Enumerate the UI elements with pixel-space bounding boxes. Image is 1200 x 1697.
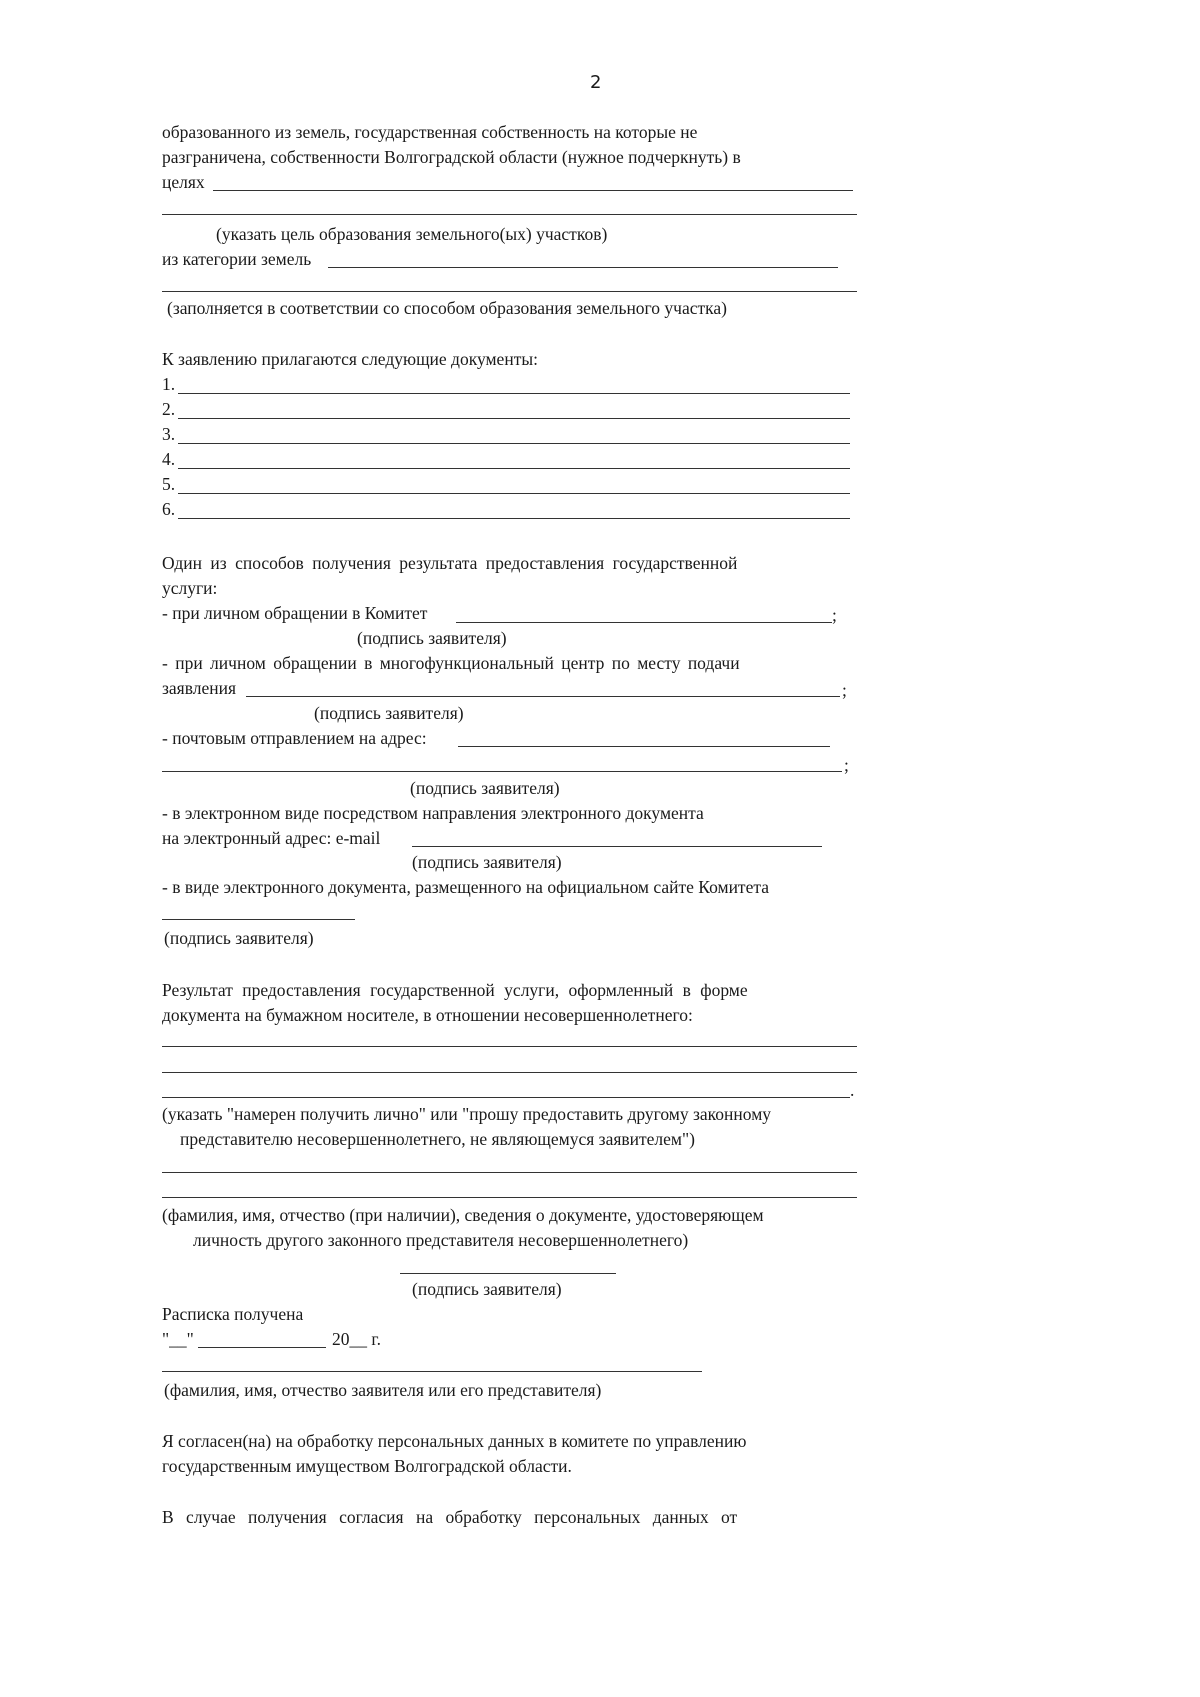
committee-option-label: - при личном обращении в Комитет (162, 603, 428, 623)
mfc-option-line-1: - при личном обращении в многофункциональный центр по месту подачи (162, 653, 740, 673)
document-item-line[interactable] (178, 493, 850, 494)
delivery-intro-line-1: Один из способов получения результата предоставления государственной (162, 553, 738, 573)
email-field-line[interactable] (412, 846, 822, 847)
intro-line-1: образованного из земель, государственная собственность на которые не (162, 122, 698, 142)
document-item-line[interactable] (178, 468, 850, 469)
committee-signature-line[interactable] (456, 622, 832, 623)
document-item-line[interactable] (178, 518, 850, 519)
mfc-signature-line[interactable] (246, 696, 840, 697)
signature-hint: (подпись заявителя) (314, 703, 464, 723)
period: . (850, 1080, 855, 1100)
purpose-field-line-1[interactable] (213, 190, 853, 191)
document-item-number: 1. (162, 374, 176, 394)
document-item-number: 3. (162, 424, 176, 444)
signature-hint: (подпись заявителя) (357, 628, 507, 648)
signature-hint: (подпись заявителя) (412, 1279, 562, 1299)
document-item-number: 6. (162, 499, 176, 519)
delivery-intro-line-2: услуги: (162, 578, 218, 598)
website-signature-line[interactable] (162, 919, 355, 920)
category-hint: (заполняется в соответствии со способом образования земельного участка) (167, 298, 727, 318)
website-option-label: - в виде электронного документа, размещенного на официальном сайте Комитета (162, 877, 769, 897)
minor-result-field-line[interactable] (162, 1072, 857, 1073)
semicolon: ; (842, 680, 847, 700)
electronic-option-line-1: - в электронном виде посредством направления электронного документа (162, 803, 704, 823)
semicolon: ; (832, 605, 837, 625)
document-item-number: 2. (162, 399, 176, 419)
postal-address-line-1[interactable] (458, 746, 830, 747)
consent-line-3: В случае получения согласия на обработку персональных данных от (162, 1507, 738, 1527)
representative-hint-line-1: (фамилия, имя, отчество (при наличии), сведения о документе, удостоверяющем (162, 1205, 764, 1225)
minor-hint-line-2: представителю несовершеннолетнего, не являющемуся заявителем") (180, 1129, 695, 1149)
category-label: из категории земель (162, 249, 312, 269)
mfc-option-line-2: заявления (162, 678, 237, 698)
document-item-number: 5. (162, 474, 176, 494)
receipt-name-hint: (фамилия, имя, отчество заявителя или его представителя) (164, 1380, 602, 1400)
signature-hint: (подпись заявителя) (412, 852, 562, 872)
purpose-field-line-2[interactable] (162, 214, 857, 215)
document-item-line[interactable] (178, 443, 850, 444)
minor-hint-line-1: (указать "намерен получить лично" или "прошу предоставить другому законному (162, 1104, 772, 1124)
consent-line-2: государственным имуществом Волгоградской области. (162, 1456, 572, 1476)
receipt-month-line[interactable] (198, 1347, 326, 1348)
minor-result-line-2: документа на бумажном носителе, в отношении несовершеннолетнего: (162, 1005, 693, 1025)
intro-line-3: целях (162, 172, 205, 192)
document-item-number: 4. (162, 449, 176, 469)
intro-line-2: разграничена, собственности Волгоградской области (нужное подчеркнуть) в (162, 147, 741, 167)
minor-result-field-line[interactable] (162, 1097, 850, 1098)
representative-hint-line-2: личность другого законного представителя несовершеннолетнего) (193, 1230, 689, 1250)
receipt-label: Расписка получена (162, 1304, 304, 1324)
category-field-line-1[interactable] (328, 267, 838, 268)
receipt-name-line[interactable] (162, 1371, 702, 1372)
postal-address-line-2[interactable] (162, 771, 842, 772)
purpose-hint: (указать цель образования земельного(ых) участков) (216, 224, 608, 244)
receipt-day: "__" (162, 1329, 194, 1349)
signature-hint: (подпись заявителя) (410, 778, 560, 798)
semicolon: ; (844, 755, 849, 775)
document-item-line[interactable] (178, 418, 850, 419)
minor-result-line-1: Результат предоставления государственной услуги, оформленный в форме (162, 980, 748, 1000)
signature-hint: (подпись заявителя) (164, 928, 314, 948)
consent-line-1: Я согласен(на) на обработку персональных данных в комитете по управлению (162, 1431, 747, 1451)
document-item-line[interactable] (178, 393, 850, 394)
representative-field-line[interactable] (162, 1197, 857, 1198)
minor-result-field-line[interactable] (162, 1046, 857, 1047)
category-field-line-2[interactable] (162, 291, 857, 292)
documents-heading: К заявлению прилагаются следующие документы: (162, 349, 538, 369)
postal-option-label: - почтовым отправлением на адрес: (162, 728, 427, 748)
minor-signature-line[interactable] (400, 1273, 616, 1274)
receipt-year: 20__ г. (332, 1329, 381, 1349)
representative-field-line[interactable] (162, 1172, 857, 1173)
electronic-option-line-2: на электронный адрес: e-mail (162, 828, 381, 848)
page-number: 2 (590, 72, 602, 93)
